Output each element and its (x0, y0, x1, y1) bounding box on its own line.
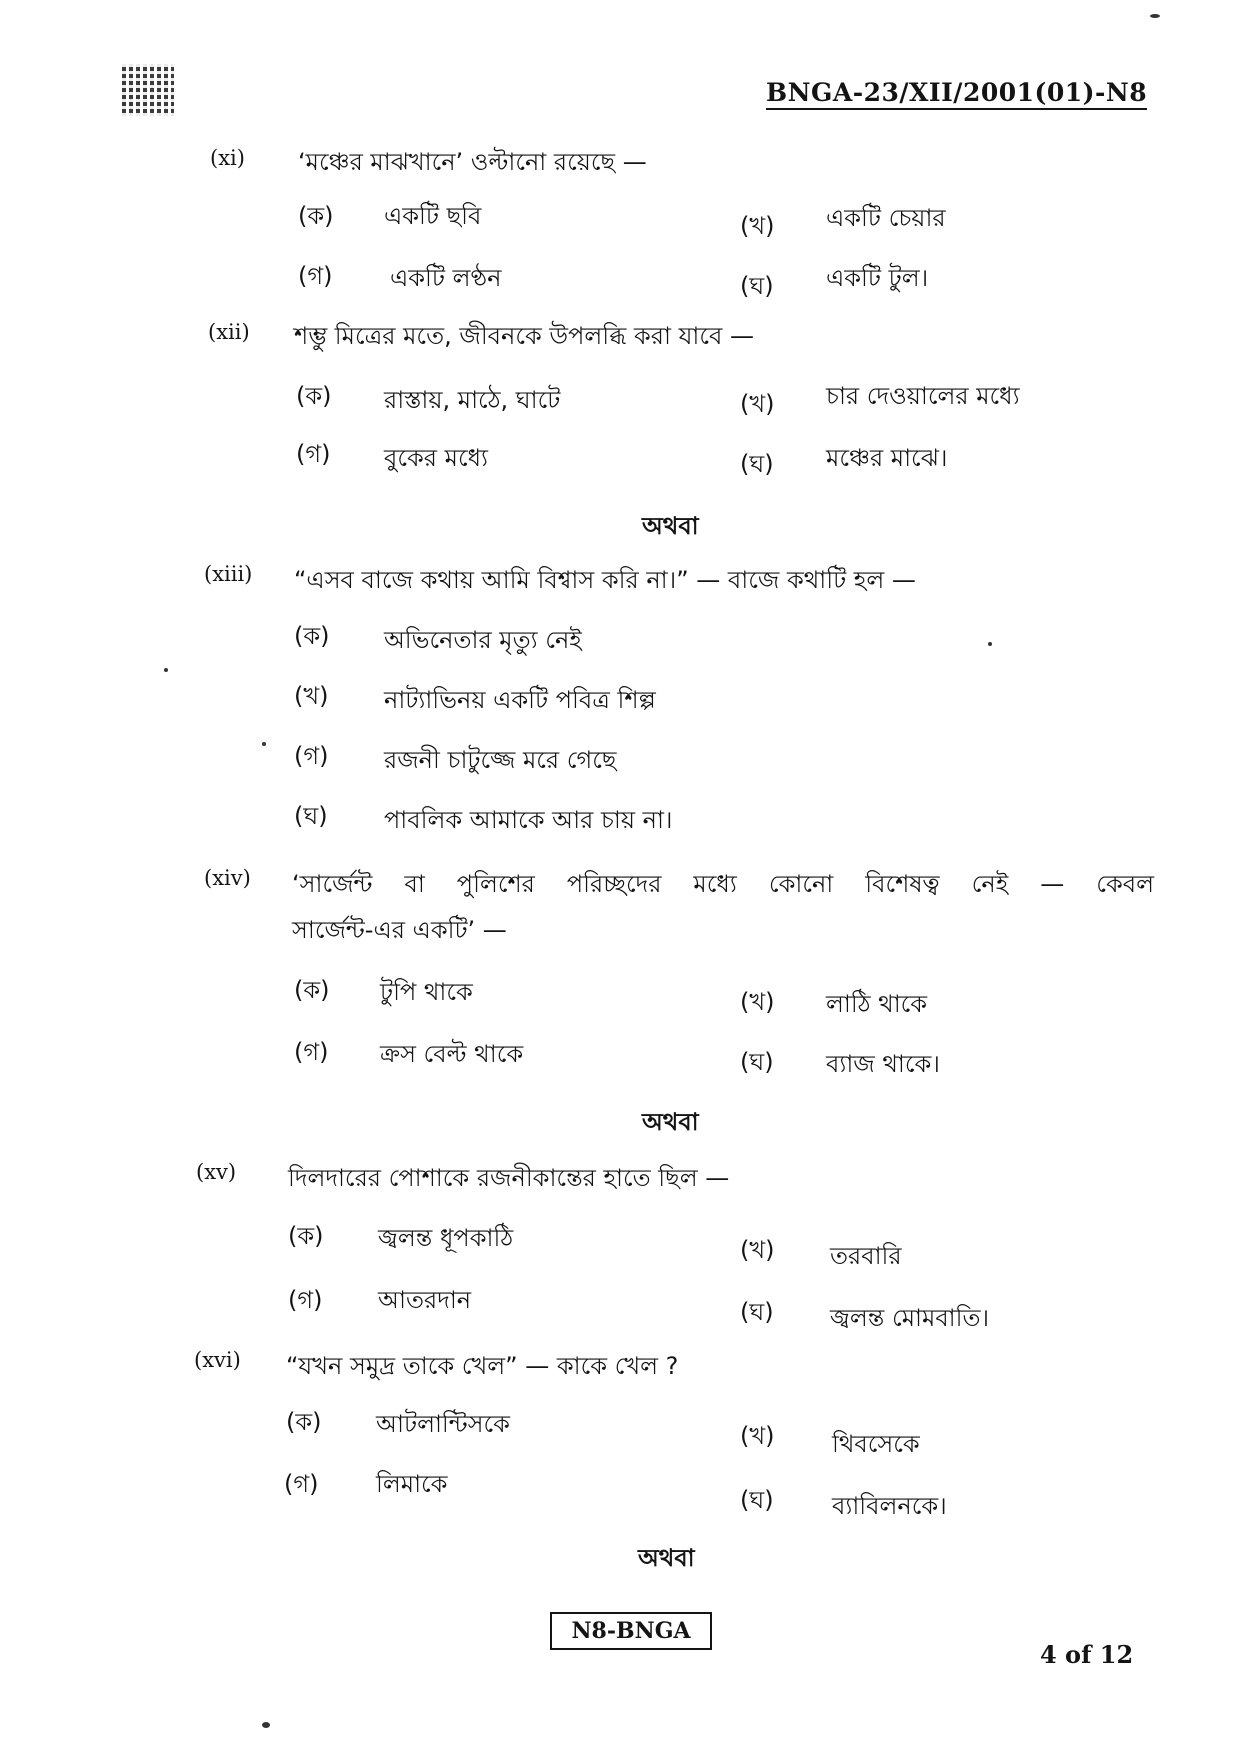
option-label: (গ) (296, 440, 331, 468)
option-label: (খ) (740, 390, 775, 418)
option-text: আটলান্টিসকে (376, 1410, 510, 1438)
option-text: পাবলিক আমাকে আর চায় না। (384, 806, 673, 834)
option-label: (গ) (294, 1038, 329, 1066)
option-text: মঞ্চের মাঝে। (826, 444, 948, 472)
option-label: (ঘ) (740, 450, 774, 478)
paper-code: BNGA-23/XII/2001(01)-N8 (766, 78, 1147, 110)
option-text: টুপি থাকে (380, 978, 473, 1006)
option-text: থিবসেকে (832, 1430, 920, 1458)
option-text: জ্বলন্ত ধূপকাঠি (378, 1224, 514, 1252)
option-text: অভিনেতার মৃত্যু নেই (384, 626, 582, 654)
question-number: (xi) (210, 146, 245, 170)
option-text: একটি টুল। (826, 264, 929, 292)
option-label: (ক) (286, 1408, 322, 1436)
question-text: “এসব বাজে কথায় আমি বিশ্বাস করি না।” — বাজে কথাটি হল — (294, 566, 916, 594)
option-label: (খ) (294, 682, 329, 710)
option-text: ব্যাজ থাকে। (826, 1050, 940, 1078)
question-number: (xv) (196, 1160, 237, 1184)
footer-code: N8-BNGA (571, 1618, 691, 1644)
option-label: (ঘ) (740, 272, 774, 300)
option-text: তরবারি (830, 1242, 902, 1270)
option-label: (গ) (298, 262, 333, 290)
option-label: (ঘ) (740, 1298, 774, 1326)
question-text: “যখন সমুদ্র তাকে খেল” — কাকে খেল ? (286, 1352, 679, 1380)
option-text: একটি ছবি (384, 202, 482, 230)
option-label: (খ) (740, 1422, 775, 1450)
option-text: জ্বলন্ত মোমবাতি। (830, 1304, 990, 1332)
scan-mark (262, 1722, 270, 1728)
scan-mark (1150, 14, 1160, 18)
option-text: রাস্তায়, মাঠে, ঘাটে (384, 386, 561, 414)
question-number: (xvi) (194, 1348, 241, 1372)
page-number: 4 of 12 (1040, 1640, 1134, 1669)
question-number: (xiv) (204, 866, 251, 890)
option-text: চার দেওয়ালের মধ্যে (826, 382, 1020, 410)
qr-code (122, 64, 174, 116)
question-text: ‘মঞ্চের মাঝখানে’ ওল্টানো রয়েছে — (298, 148, 647, 176)
option-text: একটি লণ্ঠন (390, 264, 502, 292)
option-label: (গ) (294, 742, 329, 770)
option-label: (খ) (740, 988, 775, 1016)
footer-code-box (550, 1612, 712, 1650)
option-text: একটি চেয়ার (826, 204, 946, 232)
option-label: (ঘ) (740, 1486, 774, 1514)
question-text-continued: সার্জেন্ট-এর একটি’ — (292, 916, 507, 944)
option-label: (খ) (740, 212, 775, 240)
or-separator: অথবা (638, 1544, 695, 1572)
option-label: (ঘ) (294, 802, 328, 830)
option-label: (ক) (294, 976, 330, 1004)
option-label: (ক) (296, 382, 332, 410)
option-label: (ক) (298, 202, 334, 230)
option-label: (ঘ) (740, 1048, 774, 1076)
option-label: (গ) (288, 1286, 323, 1314)
or-separator: অথবা (642, 512, 699, 540)
scan-mark (262, 742, 266, 746)
question-number: (xii) (208, 320, 250, 344)
option-text: নাট্যাভিনয় একটি পবিত্র শিল্প (384, 686, 656, 714)
option-text: ক্রস বেল্ট থাকে (380, 1040, 524, 1068)
question-text: দিলদারের পোশাকে রজনীকান্তের হাতে ছিল — (288, 1164, 730, 1192)
or-separator: অথবা (642, 1108, 699, 1136)
option-label: (গ) (284, 1470, 319, 1498)
option-label: (ক) (288, 1222, 324, 1250)
option-text: আতরদান (378, 1286, 472, 1314)
option-text: লিমাকে (376, 1470, 448, 1498)
option-text: বুকের মধ্যে (384, 444, 489, 472)
question-text: ‘সার্জেন্ট বা পুলিশের পরিচ্ছদের মধ্যে কোনো বিশেষত্ব নেই — কেবল (292, 870, 1154, 898)
option-text: রজনী চাটুজ্জে মরে গেছে (384, 746, 617, 774)
option-text: ব্যাবিলনকে। (832, 1492, 947, 1520)
option-text: লাঠি থাকে (826, 990, 928, 1018)
question-text: শম্ভু মিত্রের মতে, জীবনকে উপলব্ধি করা যাবে — (294, 322, 755, 350)
question-number: (xiii) (204, 562, 253, 586)
scan-mark (164, 668, 168, 672)
option-label: (ক) (294, 622, 330, 650)
option-label: (খ) (740, 1236, 775, 1264)
scan-mark (988, 642, 992, 646)
